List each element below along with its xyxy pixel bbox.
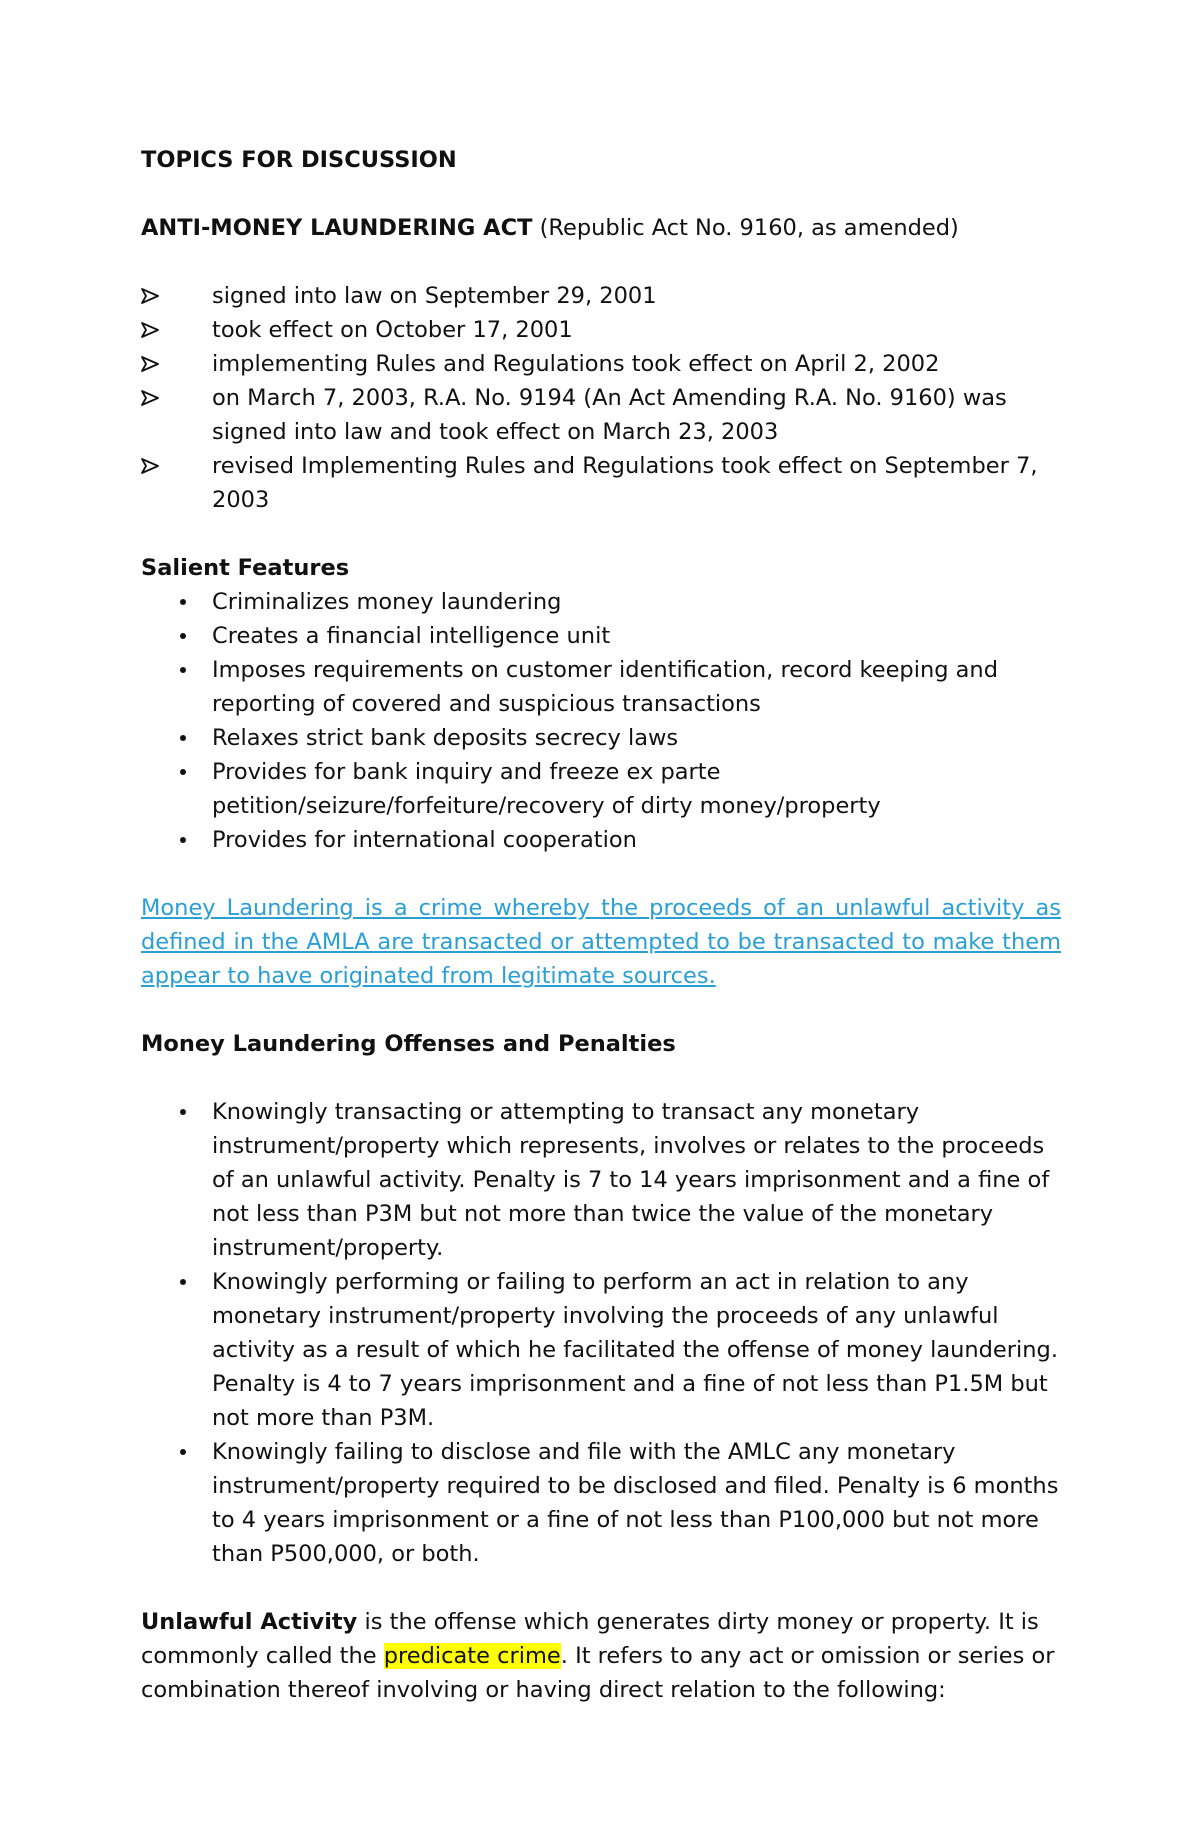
- round-bullet-icon: [180, 633, 186, 639]
- list-item-text: Creates a financial intelligence unit: [212, 623, 611, 649]
- list-item: [141, 347, 1061, 381]
- list-item: [141, 1435, 1061, 1571]
- list-item: [141, 279, 1061, 313]
- list-item-text: Provides for bank inquiry and freeze ex parte petition/seizure/forfeiture/recovery of dirty money/property: [212, 759, 881, 819]
- list-item-text: took effect on October 17, 2001: [212, 317, 573, 343]
- act-title-rest: (Republic Act No. 9160, as amended): [532, 215, 959, 241]
- salient-features-list: [141, 585, 1061, 857]
- arrowhead-bullet-icon: [141, 279, 163, 313]
- offenses-list: [141, 1095, 1061, 1571]
- round-bullet-icon: [180, 837, 186, 843]
- list-item: [141, 313, 1061, 347]
- spacer: [141, 1571, 1061, 1605]
- round-bullet-icon: [180, 599, 186, 605]
- unlawful-activity-paragraph: [141, 1605, 1061, 1707]
- arrowhead-bullet-icon: [141, 313, 163, 347]
- spacer: [141, 517, 1061, 551]
- document-page: [141, 143, 1061, 1707]
- list-item: [141, 1265, 1061, 1435]
- list-item-text: Provides for international cooperation: [212, 827, 637, 853]
- list-item-text: signed into law on September 29, 2001: [212, 283, 657, 309]
- list-item: [141, 381, 1061, 449]
- list-item-text: on March 7, 2003, R.A. No. 9194 (An Act Amending R.A. No. 9160) was signed into law and took effect on March 23, 2003: [212, 385, 1007, 445]
- round-bullet-icon: [180, 1449, 186, 1455]
- arrowhead-bullet-icon: [141, 381, 163, 415]
- unlawful-activity-term: Unlawful Activity: [141, 1609, 358, 1635]
- list-item-text: Relaxes strict bank deposits secrecy laws: [212, 725, 679, 751]
- topics-heading: TOPICS FOR DISCUSSION: [141, 147, 457, 173]
- list-item-text: Criminalizes money laundering: [212, 589, 562, 615]
- spacer: [141, 1061, 1061, 1095]
- list-item: [141, 585, 1061, 619]
- list-item-text: implementing Rules and Regulations took effect on April 2, 2002: [212, 351, 940, 377]
- arrowhead-bullet-icon: [141, 449, 163, 483]
- list-item: [141, 823, 1061, 857]
- round-bullet-icon: [180, 667, 186, 673]
- round-bullet-icon: [180, 735, 186, 741]
- unlawful-activity-text-2: . It refers to any act or omission or series or combination thereof involving or having direct relation to the following:: [141, 1643, 1055, 1703]
- money-laundering-definition-link[interactable]: Money Laundering is a crime whereby the proceeds of an unlawful activity as defined in the AMLA are transacted or attempted to be transacted to make them appear to have originated from legitimate sources.: [141, 895, 1061, 989]
- unlawful-activity-text-1: is the offense which generates dirty money or property. It is commonly called the: [141, 1609, 1039, 1669]
- list-item: [141, 653, 1061, 721]
- act-timeline-list: [141, 279, 1061, 517]
- list-item: [141, 619, 1061, 653]
- list-item-text: Knowingly transacting or attempting to transact any monetary instrument/property which represents, involves or relates to the proceeds of an unlawful activity. Penalty is 7 to 14 years imprisonment and a fine of not less than P3M but not more than twice the value of the monetary instrument/property.: [212, 1099, 1050, 1261]
- spacer: [141, 993, 1061, 1027]
- round-bullet-icon: [180, 1279, 186, 1285]
- list-item-text: Imposes requirements on customer identification, record keeping and reporting of covered and suspicious transactions: [212, 657, 998, 717]
- list-item-text: revised Implementing Rules and Regulations took effect on September 7, 2003: [212, 453, 1038, 513]
- list-item: [141, 755, 1061, 823]
- round-bullet-icon: [180, 769, 186, 775]
- list-item: [141, 721, 1061, 755]
- list-item-text: Knowingly performing or failing to perform an act in relation to any monetary instrument/property involving the proceeds of any unlawful activity as a result of which he facilitated the offense of money laundering. Penalty is 4 to 7 years imprisonment and a fine of not less than P1.5M but not more than P3M.: [212, 1269, 1058, 1431]
- salient-features-heading: Salient Features: [141, 555, 350, 581]
- round-bullet-icon: [180, 1109, 186, 1115]
- list-item: [141, 449, 1061, 517]
- act-title: [141, 211, 1061, 245]
- spacer: [141, 857, 1061, 891]
- list-item: [141, 1095, 1061, 1265]
- list-item-text: Knowingly failing to disclose and file with the AMLC any monetary instrument/property required to be disclosed and filed. Penalty is 6 months to 4 years imprisonment or a fine of not less than P100,000 but not more than P500,000, or both.: [212, 1439, 1059, 1567]
- arrowhead-bullet-icon: [141, 347, 163, 381]
- offenses-heading: Money Laundering Offenses and Penalties: [141, 1031, 676, 1057]
- predicate-crime-highlight: predicate crime: [383, 1643, 561, 1669]
- act-title-bold: ANTI-MONEY LAUNDERING ACT: [141, 215, 533, 241]
